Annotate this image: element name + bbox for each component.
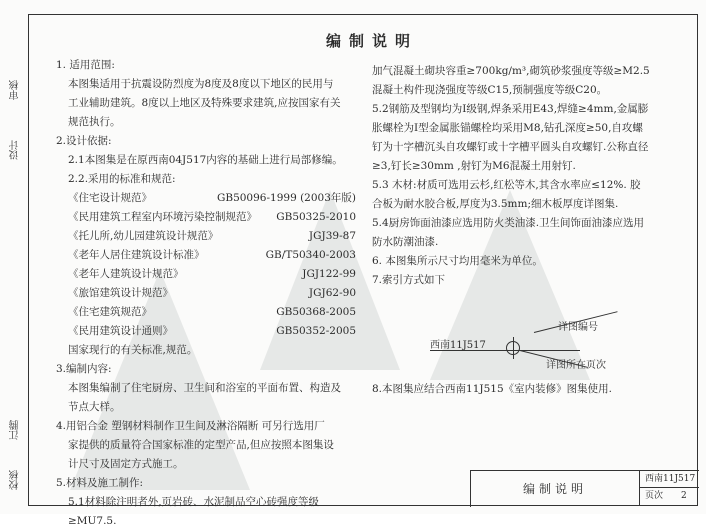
text-line: 5.3 木材:材质可选用云杉,红松等木,其含水率应≤12%. 胶 (372, 179, 641, 191)
standard-name: 《老年人居住建筑设计标准》 (68, 249, 205, 261)
standard-name: 《民用建筑设计通则》 (68, 325, 173, 337)
standard-code: GB50352-2005 (276, 325, 356, 337)
standard-code: GB/T50340-2003 (265, 249, 356, 261)
text-line: 3.编制内容: (56, 363, 112, 375)
text-line: 5.材料及施工制作: (56, 477, 144, 489)
title-block-atlas: 西南11J517 (639, 471, 699, 488)
text-line: 规范执行。 (68, 116, 121, 128)
standard-code: JGJ122-99 (302, 268, 356, 280)
standard-name: 《住宅建筑规范》 (68, 306, 152, 318)
text-line: 计尺寸及固定方式施工。 (68, 458, 184, 470)
atlas-code: 西南11J517 (430, 340, 486, 351)
text-line: 4.用铝合金 塑钢材料制作卫生间及淋浴隔断 可另行选用厂 (56, 420, 325, 432)
standard-row (56, 246, 356, 265)
side-label-name: 江腾 (10, 420, 21, 440)
text-line: 胀螺栓为I型金属胀锚螺栓均采用M8,钻孔深度≥50,自攻螺 (372, 122, 643, 134)
text-line: 本图集编制了住宅厨房、卫生间和浴室的平面布置、构造及 (68, 382, 341, 394)
page-title: 编制说明 (326, 32, 419, 50)
right-column (372, 62, 682, 290)
standard-code: JGJ62-90 (308, 287, 356, 299)
title-block (470, 470, 699, 507)
text-line: 钉为十字槽沉头自攻螺钉或十字槽平圆头自攻螺钉.公称直径 (372, 141, 649, 153)
standard-name: 《老年人建筑设计规范》 (68, 268, 184, 280)
text-line: 1. 适用范围: (56, 59, 115, 71)
index-baseline (430, 350, 580, 351)
text-line: 工业辅助建筑。8度以上地区及特殊要求建筑,应按国家有关 (68, 97, 341, 109)
standard-name: 《住宅设计规范》 (68, 192, 152, 204)
item-8: 8.本图集应结合西南11J515《室内装修》图集使用. (372, 383, 612, 395)
page-label: 页次 (645, 491, 664, 501)
text-line: 2.1本图集是在原西南04J517内容的基础上进行局部修编。 (68, 154, 343, 166)
text-line: 国家现行的有关标准,规范。 (68, 344, 198, 356)
text-line: 2.2.采用的标准和规范: (68, 173, 176, 185)
standard-row (56, 284, 356, 303)
text-line: 混凝土构件现浇强度等级C15,预制强度等级C20。 (372, 84, 608, 96)
side-label-design: 设计 (10, 140, 21, 160)
text-line: 防水防潮油漆. (372, 236, 439, 248)
signature-strip (8, 20, 28, 504)
page-location-label: 详图所在页次 (546, 360, 606, 371)
standard-code: GB50368-2005 (276, 306, 356, 318)
text-line: 5.1材料除注明者外,页岩砖、水泥制品空心砖强度等级 (68, 496, 320, 508)
standard-name: 《托儿所,幼儿园建筑设计规范》 (68, 230, 219, 242)
standard-row (56, 265, 356, 284)
standard-code: GB50096-1999 (2003年版) (216, 192, 356, 204)
text-line: 家提供的质量符合国家标准的定型产品,但应按照本图集设 (68, 439, 334, 451)
title-block-name: 编制说明 (471, 471, 640, 505)
text-line: 节点大样。 (68, 401, 121, 413)
standard-row (56, 208, 356, 227)
standard-row (56, 303, 356, 322)
standard-row (56, 322, 356, 341)
standard-name: 《民用建筑工程室内环境污染控制规范》 (68, 211, 257, 223)
standard-row (56, 189, 356, 208)
standard-code: JGJ39-87 (308, 230, 356, 242)
text-line: 2.设计依据: (56, 135, 112, 147)
title-block-page (639, 488, 699, 505)
text-line: 5.4厨房饰面油漆应选用防火类油漆.卫生间饰面油漆应选用 (372, 217, 645, 229)
detail-number-label: 详图编号 (558, 322, 598, 333)
standard-code: GB50325-2010 (276, 211, 356, 223)
text-line: 加气混凝土砌块容重≥700kg/m³,砌筑砂浆强度等级≥M2.5 (372, 65, 650, 77)
text-line: 本图集适用于抗震设防烈度为8度及8度以下地区的民用与 (68, 78, 334, 90)
side-label-check: 校核 (10, 470, 21, 490)
left-column (56, 56, 356, 531)
text-line: ≥3,钉长≥30mm ,射钉为M6混凝土用射钉. (372, 160, 576, 172)
text-line: ≥MU7.5. (68, 515, 117, 527)
index-circle-vertical (513, 337, 514, 359)
standard-name: 《旅馆建筑设计规范》 (68, 287, 173, 299)
side-label-review: 审核 (10, 80, 21, 100)
page-number: 2 (681, 491, 687, 501)
text-line: 7.索引方式如下 (372, 274, 446, 286)
text-line: 6. 本图集所示尺寸均用毫米为单位。 (372, 255, 543, 267)
text-line: 合板为耐水胶合板,厚度为3.5mm;细木板厚度详图集. (372, 198, 619, 210)
standard-row (56, 227, 356, 246)
text-line: 5.2钢筋及型钢均为I级钢,焊条采用E43,焊缝≥4mm,金属膨 (372, 103, 649, 115)
